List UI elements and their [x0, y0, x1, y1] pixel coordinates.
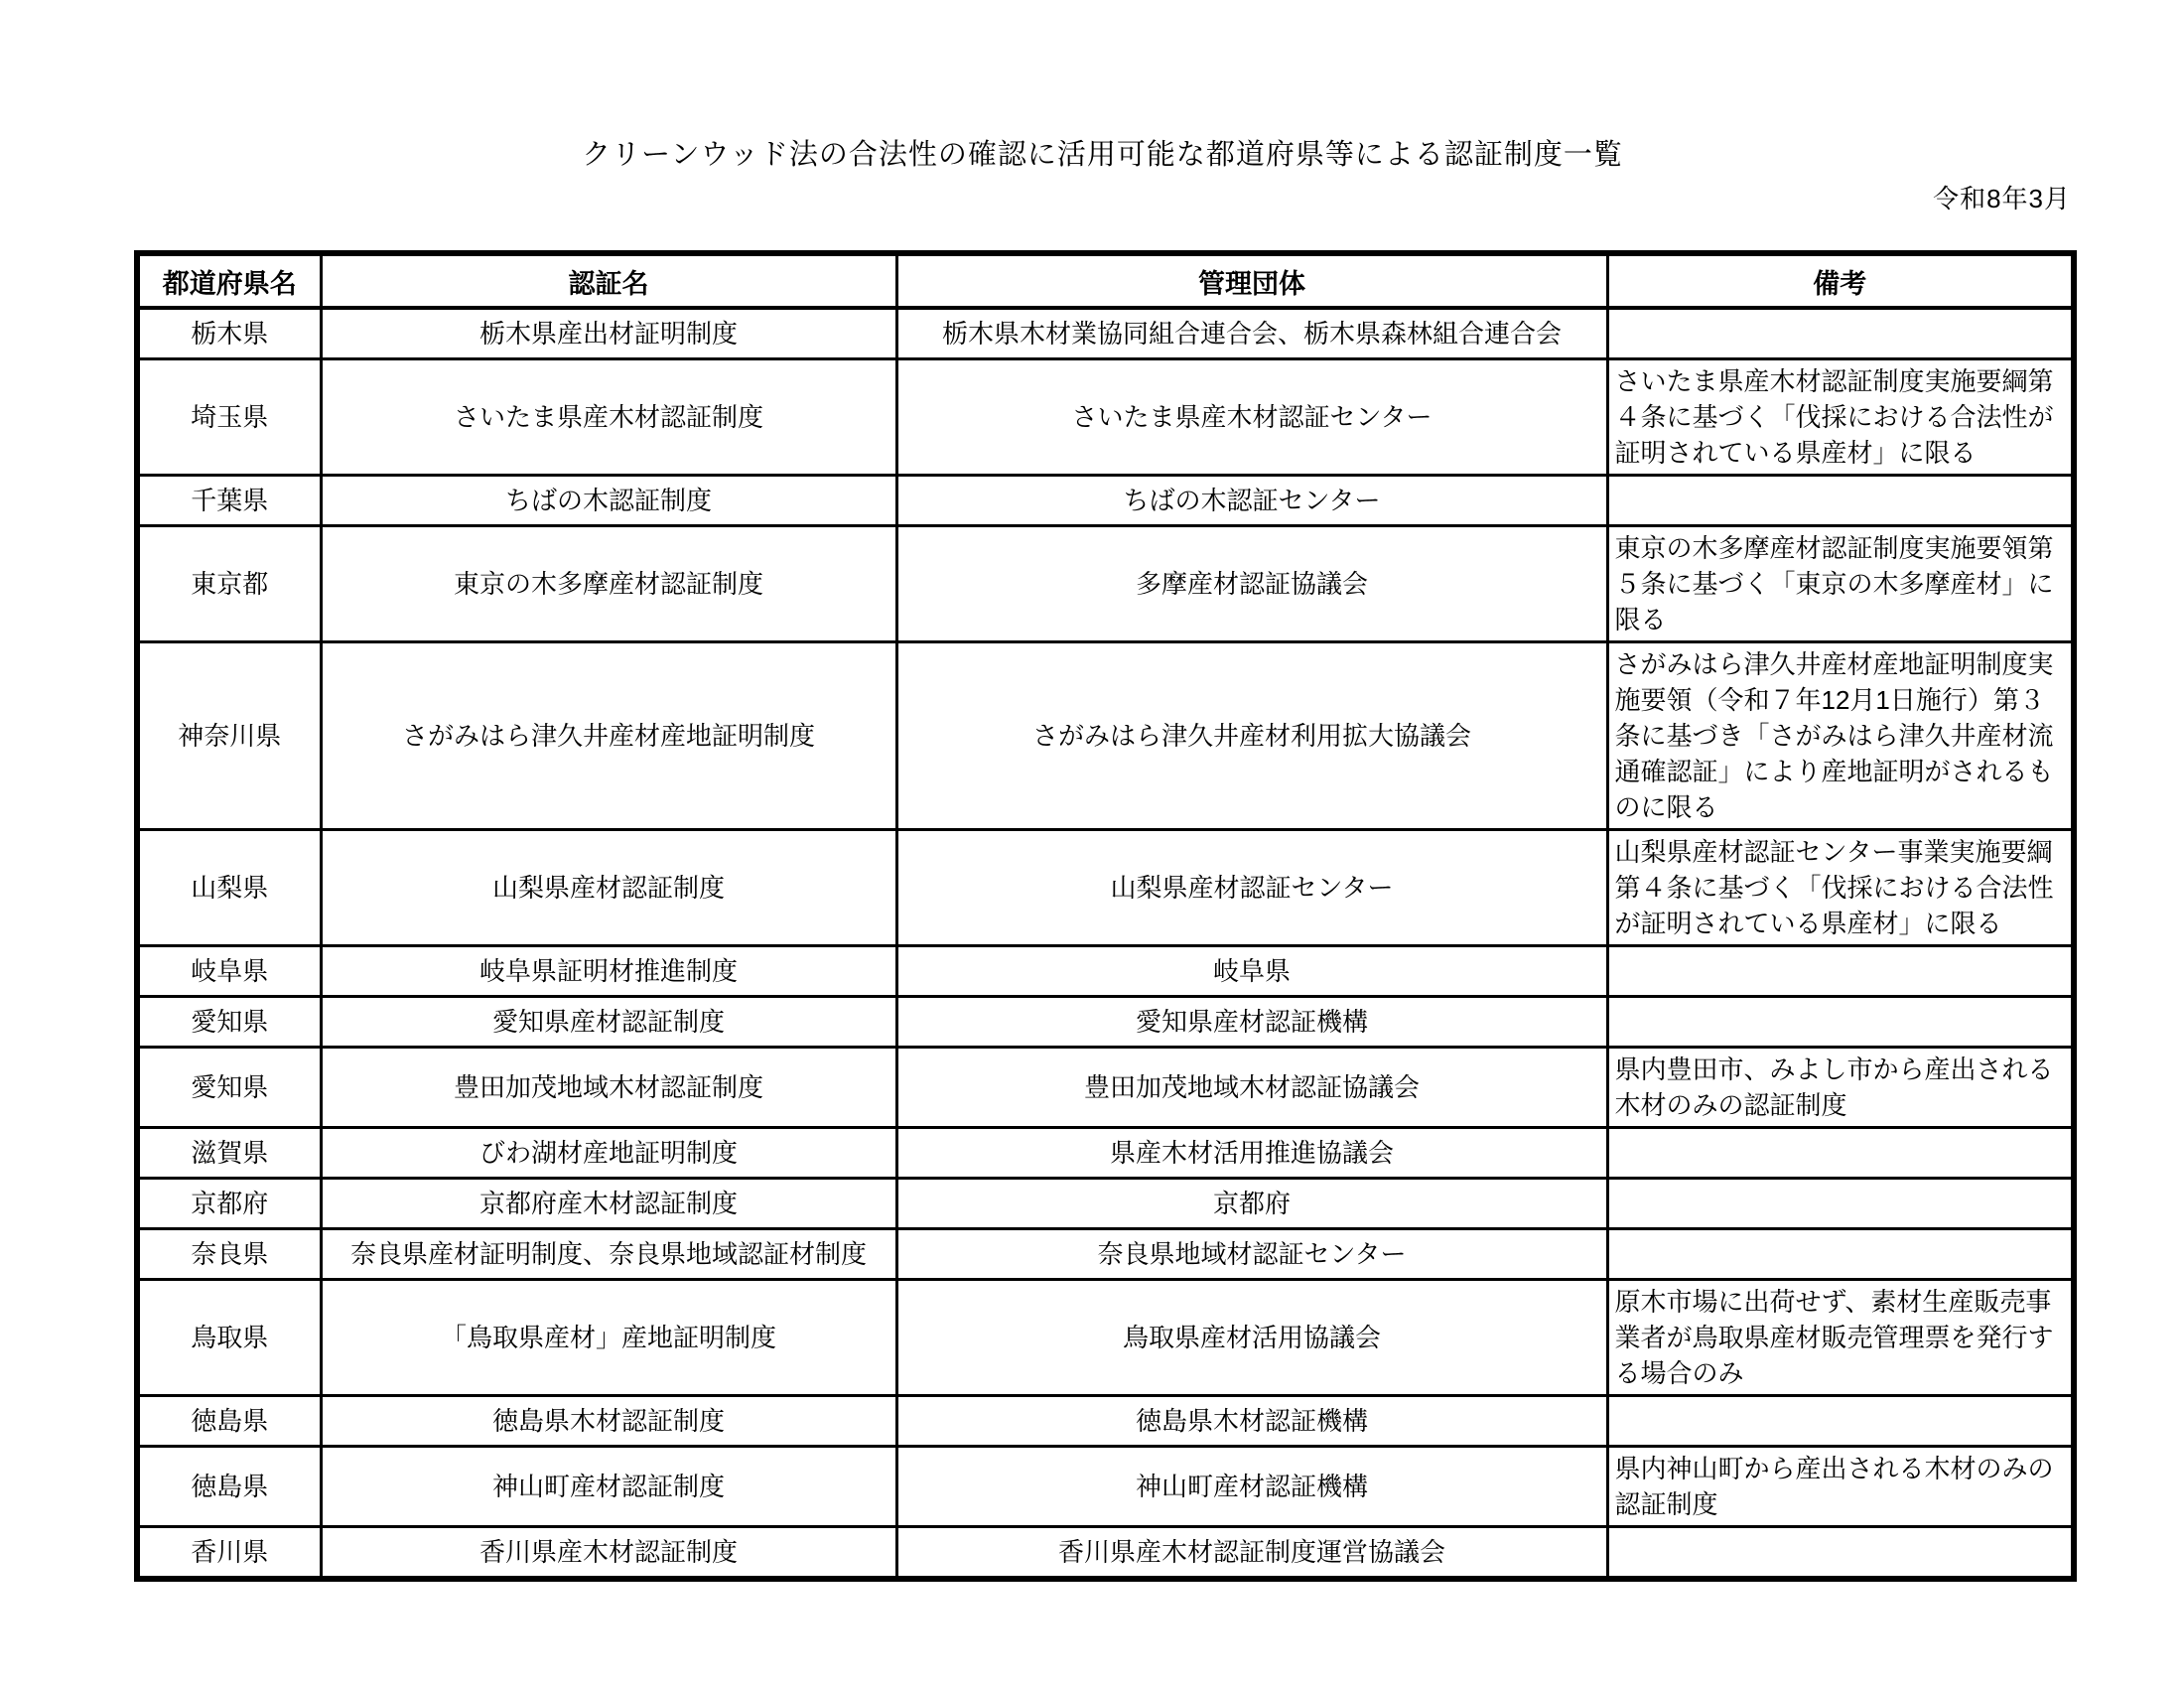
table-row	[137, 1229, 2074, 1280]
table-header-row	[137, 253, 2074, 308]
table-row	[137, 1280, 2074, 1396]
cell-remarks	[1607, 1527, 2074, 1580]
cell-prefecture: 愛知県	[137, 1048, 321, 1128]
cell-prefecture: 徳島県	[137, 1396, 321, 1447]
cell-organization: さいたま県産木材認証センター	[896, 359, 1607, 476]
cell-certification: 山梨県産材認証制度	[321, 830, 896, 946]
cell-prefecture: 滋賀県	[137, 1128, 321, 1179]
cell-prefecture: 神奈川県	[137, 642, 321, 830]
table-row	[137, 1527, 2074, 1580]
column-header-organization: 管理団体	[896, 253, 1607, 308]
cell-remarks	[1607, 1128, 2074, 1179]
certification-table	[134, 250, 2077, 1582]
cell-remarks: 県内豊田市、みよし市から産出される木材のみの認証制度	[1607, 1048, 2074, 1128]
table-row	[137, 1048, 2074, 1128]
table-row	[137, 1396, 2074, 1447]
table-row	[137, 1447, 2074, 1527]
cell-prefecture: 徳島県	[137, 1447, 321, 1527]
cell-prefecture: 栃木県	[137, 308, 321, 359]
cell-organization: ちばの木認証センター	[896, 476, 1607, 526]
cell-prefecture: 奈良県	[137, 1229, 321, 1280]
table-row	[137, 1179, 2074, 1229]
table-row	[137, 359, 2074, 476]
cell-certification: さがみはら津久井産材産地証明制度	[321, 642, 896, 830]
cell-remarks	[1607, 476, 2074, 526]
cell-remarks	[1607, 308, 2074, 359]
cell-organization: 奈良県地域材認証センター	[896, 1229, 1607, 1280]
cell-organization: さがみはら津久井産材利用拡大協議会	[896, 642, 1607, 830]
cell-certification: 岐阜県証明材推進制度	[321, 946, 896, 997]
cell-remarks	[1607, 1179, 2074, 1229]
cell-remarks: 山梨県産材認証センター事業実施要綱第４条に基づく「伐採における合法性が証明されている県産材」に限る	[1607, 830, 2074, 946]
table-row	[137, 1128, 2074, 1179]
cell-remarks: 原木市場に出荷せず、素材生産販売事業者が鳥取県産材販売管理票を発行する場合のみ	[1607, 1280, 2074, 1396]
cell-remarks	[1607, 997, 2074, 1048]
cell-certification: 豊田加茂地域木材認証制度	[321, 1048, 896, 1128]
cell-certification: 神山町産材認証制度	[321, 1447, 896, 1527]
table-row	[137, 997, 2074, 1048]
column-header-remarks: 備考	[1607, 253, 2074, 308]
cell-certification: 「鳥取県産材」産地証明制度	[321, 1280, 896, 1396]
document-date: 令和8年3月	[1933, 184, 2071, 213]
cell-organization: 多摩産材認証協議会	[896, 526, 1607, 642]
cell-prefecture: 香川県	[137, 1527, 321, 1580]
column-header-prefecture: 都道府県名	[137, 253, 321, 308]
cell-certification: 徳島県木材認証制度	[321, 1396, 896, 1447]
cell-certification: 香川県産木材認証制度	[321, 1527, 896, 1580]
cell-organization: 徳島県木材認証機構	[896, 1396, 1607, 1447]
cell-remarks: さがみはら津久井産材産地証明制度実施要領（令和７年12月1日施行）第３条に基づき「さがみはら津久井産材流通確認証」により産地証明がされるものに限る	[1607, 642, 2074, 830]
table-row	[137, 308, 2074, 359]
cell-prefecture: 愛知県	[137, 997, 321, 1048]
cell-organization: 栃木県木材業協同組合連合会、栃木県森林組合連合会	[896, 308, 1607, 359]
cell-remarks: さいたま県産木材認証制度実施要綱第４条に基づく「伐採における合法性が証明されている県産材」に限る	[1607, 359, 2074, 476]
cell-remarks	[1607, 946, 2074, 997]
cell-remarks: 県内神山町から産出される木材のみの認証制度	[1607, 1447, 2074, 1527]
table-row	[137, 476, 2074, 526]
cell-certification: ちばの木認証制度	[321, 476, 896, 526]
cell-organization: 神山町産材認証機構	[896, 1447, 1607, 1527]
cell-certification: 愛知県産材認証制度	[321, 997, 896, 1048]
cell-organization: 豊田加茂地域木材認証協議会	[896, 1048, 1607, 1128]
cell-organization: 岐阜県	[896, 946, 1607, 997]
cell-organization: 山梨県産材認証センター	[896, 830, 1607, 946]
table-row	[137, 526, 2074, 642]
cell-certification: 京都府産木材認証制度	[321, 1179, 896, 1229]
column-header-certification: 認証名	[321, 253, 896, 308]
cell-prefecture: 千葉県	[137, 476, 321, 526]
cell-prefecture: 鳥取県	[137, 1280, 321, 1396]
cell-organization: 県産木材活用推進協議会	[896, 1128, 1607, 1179]
cell-certification: 栃木県産出材証明制度	[321, 308, 896, 359]
cell-remarks: 東京の木多摩産材認証制度実施要領第５条に基づく「東京の木多摩産材」に限る	[1607, 526, 2074, 642]
table-header	[137, 253, 2074, 308]
cell-certification: 奈良県産材証明制度、奈良県地域認証材制度	[321, 1229, 896, 1280]
table-body	[137, 308, 2074, 1579]
cell-organization: 京都府	[896, 1179, 1607, 1229]
cell-remarks	[1607, 1396, 2074, 1447]
cell-organization: 鳥取県産材活用協議会	[896, 1280, 1607, 1396]
cell-certification: さいたま県産木材認証制度	[321, 359, 896, 476]
table-row	[137, 946, 2074, 997]
cell-certification: 東京の木多摩産材認証制度	[321, 526, 896, 642]
cell-prefecture: 東京都	[137, 526, 321, 642]
cell-prefecture: 山梨県	[137, 830, 321, 946]
cell-organization: 香川県産木材認証制度運営協議会	[896, 1527, 1607, 1580]
cell-organization: 愛知県産材認証機構	[896, 997, 1607, 1048]
cell-remarks	[1607, 1229, 2074, 1280]
cell-certification: びわ湖材産地証明制度	[321, 1128, 896, 1179]
cell-prefecture: 埼玉県	[137, 359, 321, 476]
table-row	[137, 642, 2074, 830]
cell-prefecture: 岐阜県	[137, 946, 321, 997]
cell-prefecture: 京都府	[137, 1179, 321, 1229]
page-title: クリーンウッド法の合法性の確認に活用可能な都道府県等による認証制度一覧	[582, 139, 1623, 171]
table-row	[137, 830, 2074, 946]
